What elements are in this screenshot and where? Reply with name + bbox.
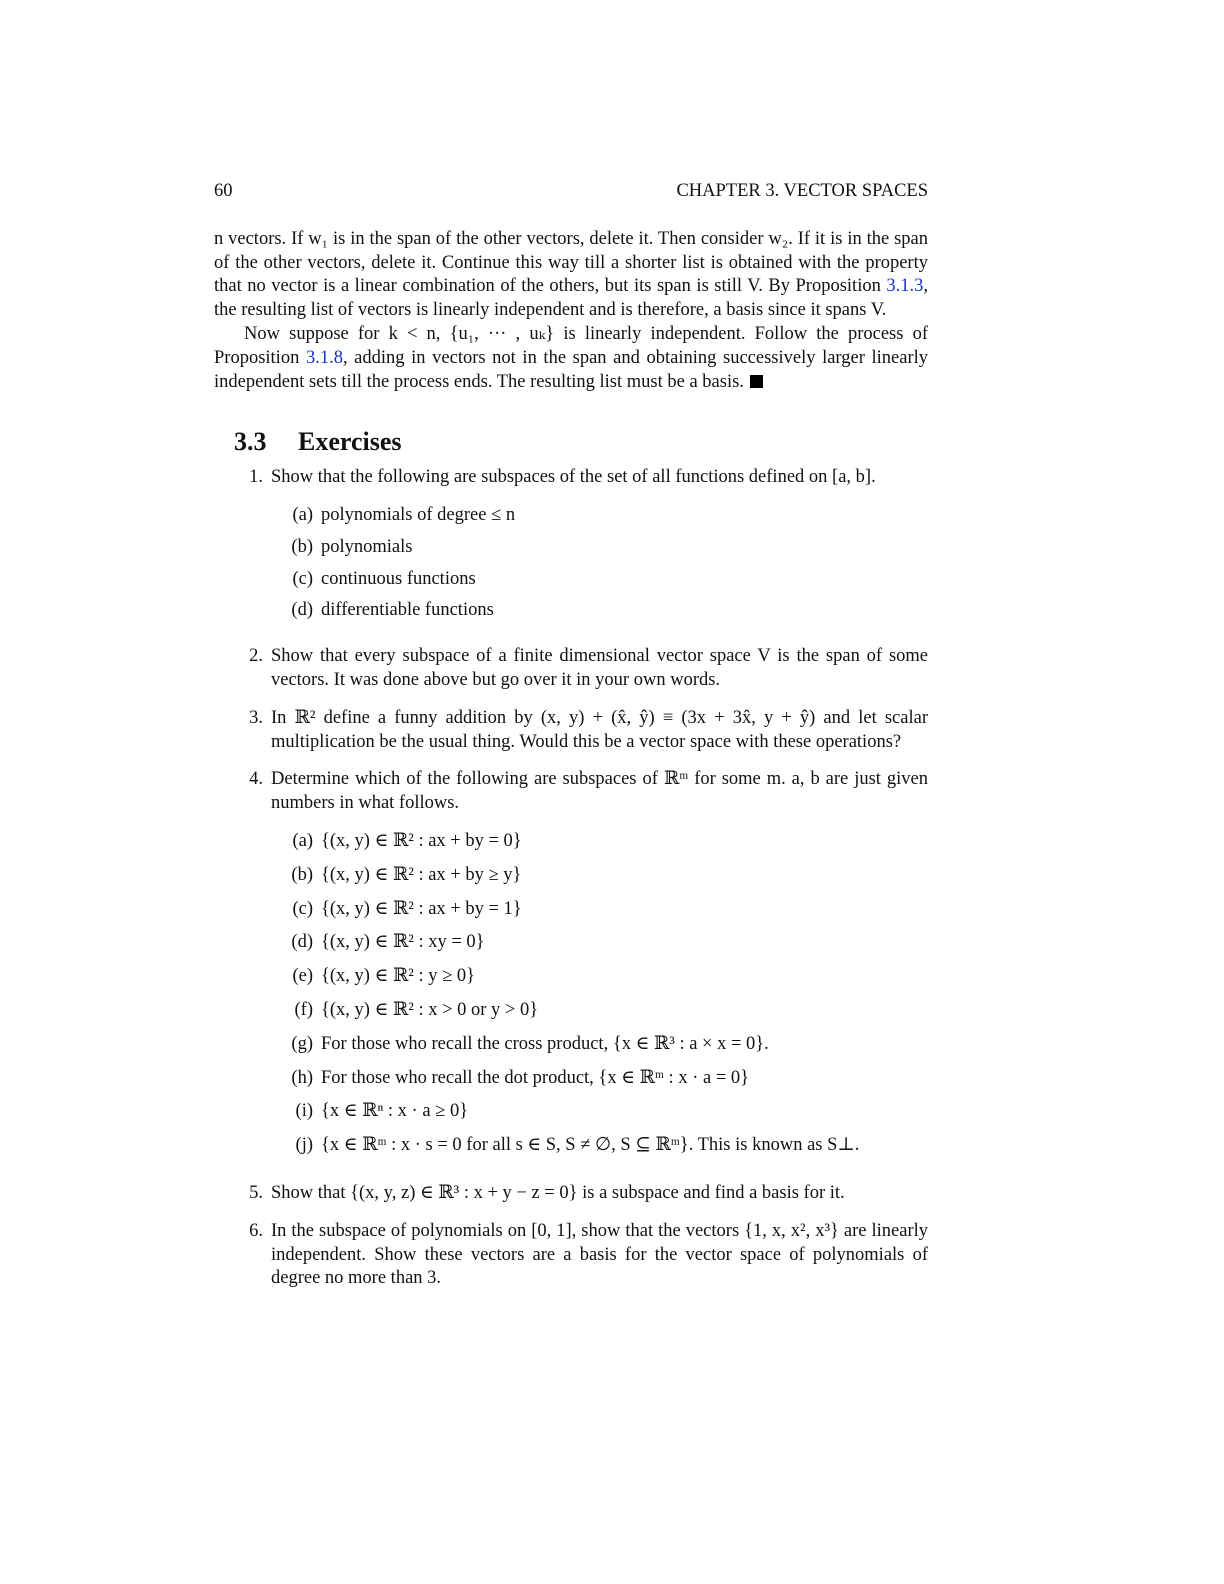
sub-label: (h) — [291, 1067, 313, 1088]
qed-square-icon — [750, 375, 763, 388]
exercise-text: Show that the following are subspaces of the set of all functions defined on [a, b]. — [271, 467, 876, 488]
sub-label: (a) — [292, 830, 313, 851]
list-item — [271, 999, 928, 1023]
list-item — [271, 864, 928, 888]
list-item — [271, 965, 928, 989]
sub-text: differentiable functions — [321, 600, 494, 621]
exercise-number: 5. — [249, 1182, 263, 1203]
sub-text: {(x, y) ∈ ℝ² : ax + by = 0} — [321, 830, 522, 851]
intro-text: , adding in vectors not in the span and obtaining successively larger linearly independent sets till the process ends. The resulting list must be a basis. — [214, 347, 928, 392]
sub-label: (g) — [291, 1033, 313, 1054]
section-title: Exercises — [298, 427, 402, 457]
list-item — [271, 536, 928, 560]
sub-text: continuous functions — [321, 568, 476, 589]
list-item — [271, 1134, 928, 1158]
sub-label: (j) — [295, 1135, 313, 1156]
sub-text: polynomials of degree ≤ n — [321, 504, 516, 525]
section-number: 3.3 — [234, 427, 267, 457]
sub-text: polynomials — [321, 536, 413, 557]
intro-paragraph-2 — [214, 323, 928, 394]
sub-text: {(x, y) ∈ ℝ² : x > 0 or y > 0} — [321, 999, 539, 1020]
exercise-text: Determine which of the following are subspaces of ℝᵐ for some m. a, b are just given numbers in what follows. — [271, 769, 928, 814]
sub-text: {x ∈ ℝᵐ : x · s = 0 for all s ∈ S, S ≠ ∅, S ⊆ ℝᵐ}. This is known as S⊥. — [321, 1135, 860, 1156]
exercise-item — [214, 768, 928, 1168]
list-item — [271, 1033, 928, 1057]
sub-label: (a) — [292, 504, 313, 525]
sub-label: (e) — [292, 966, 313, 987]
section-heading — [234, 427, 928, 457]
exercise-text: Show that {(x, y, z) ∈ ℝ³ : x + y − z = 0} is a subspace and find a basis for it. — [271, 1182, 845, 1203]
exercise-number: 1. — [249, 467, 263, 488]
intro-text: Now suppose for k < n, {u₁, ··· , uₖ} is linearly independent. Follow the process of Proposition — [214, 323, 928, 368]
sub-label: (b) — [291, 864, 313, 885]
proposition-link-3-1-8[interactable]: 3.1.8 — [305, 347, 343, 368]
list-item — [271, 504, 928, 528]
intro-text: n vectors. If w₁ is in the span of the other vectors, delete it. Then consider w₂. If it is in the span of the other vectors, delete it. Continue this way till a shorter list is obtained with the property that no vector is a linear combination of the others, but its span is still V. By Proposition — [214, 228, 928, 297]
exercise-number: 2. — [249, 646, 263, 667]
sub-label: (b) — [291, 536, 313, 557]
sub-text: {x ∈ ℝⁿ : x · a ≥ 0} — [321, 1101, 469, 1122]
sub-text: {(x, y) ∈ ℝ² : xy = 0} — [321, 932, 485, 953]
sub-text: For those who recall the cross product, {x ∈ ℝ³ : a × x = 0}. — [321, 1033, 769, 1054]
exercise-number: 4. — [249, 769, 263, 790]
exercise-text: Show that every subspace of a finite dimensional vector space V is the span of some vectors. It was done above but go over it in your own words. — [271, 646, 928, 690]
chapter-title: CHAPTER 3. VECTOR SPACES — [676, 181, 928, 201]
exercise-text: In the subspace of polynomials on [0, 1], show that the vectors {1, x, x², x³} are linearly independent. Show these vectors are a basis for the vector space of polynomials of degree no more than 3. — [271, 1220, 928, 1289]
sub-label: (c) — [292, 568, 313, 589]
list-item — [271, 931, 928, 955]
sub-label: (i) — [295, 1101, 313, 1122]
exercise-item — [214, 645, 928, 693]
list-item — [271, 1100, 928, 1124]
exercise-number: 3. — [249, 707, 263, 728]
list-item — [271, 599, 928, 623]
page-content — [214, 180, 928, 1305]
sub-label: (c) — [292, 898, 313, 919]
list-item — [271, 568, 928, 592]
list-item — [271, 1067, 928, 1091]
exercise-item — [214, 1220, 928, 1291]
exercise-item — [214, 1182, 928, 1206]
page-number: 60 — [214, 181, 233, 201]
sub-label: (d) — [291, 600, 313, 621]
sub-text: {(x, y) ∈ ℝ² : ax + by ≥ y} — [321, 864, 522, 885]
exercise-item — [214, 707, 928, 755]
exercise-text: In ℝ² define a funny addition by (x, y) + (x̂, ŷ) ≡ (3x + 3x̂, y + ŷ) and let scalar multiplication be the usual thing. Would this be a vector space with these operations? — [271, 707, 928, 752]
sub-label: (f) — [294, 999, 313, 1020]
exercise-subitems — [271, 830, 928, 1158]
sub-text: For those who recall the dot product, {x ∈ ℝᵐ : x · a = 0} — [321, 1067, 750, 1088]
sub-label: (d) — [291, 932, 313, 953]
exercise-number: 6. — [249, 1220, 263, 1241]
sub-text: {(x, y) ∈ ℝ² : ax + by = 1} — [321, 898, 522, 919]
list-item — [271, 898, 928, 922]
exercise-item — [214, 466, 928, 631]
sub-text: {(x, y) ∈ ℝ² : y ≥ 0} — [321, 966, 475, 987]
running-header — [214, 180, 928, 204]
list-item — [271, 830, 928, 854]
intro-text: , the resulting list of vectors is linearly independent and is therefore, a basis since it spans V. — [214, 276, 928, 321]
exercise-subitems — [271, 504, 928, 623]
proposition-link-3-1-3[interactable]: 3.1.3 — [886, 276, 924, 297]
intro-paragraph-1 — [214, 228, 928, 323]
